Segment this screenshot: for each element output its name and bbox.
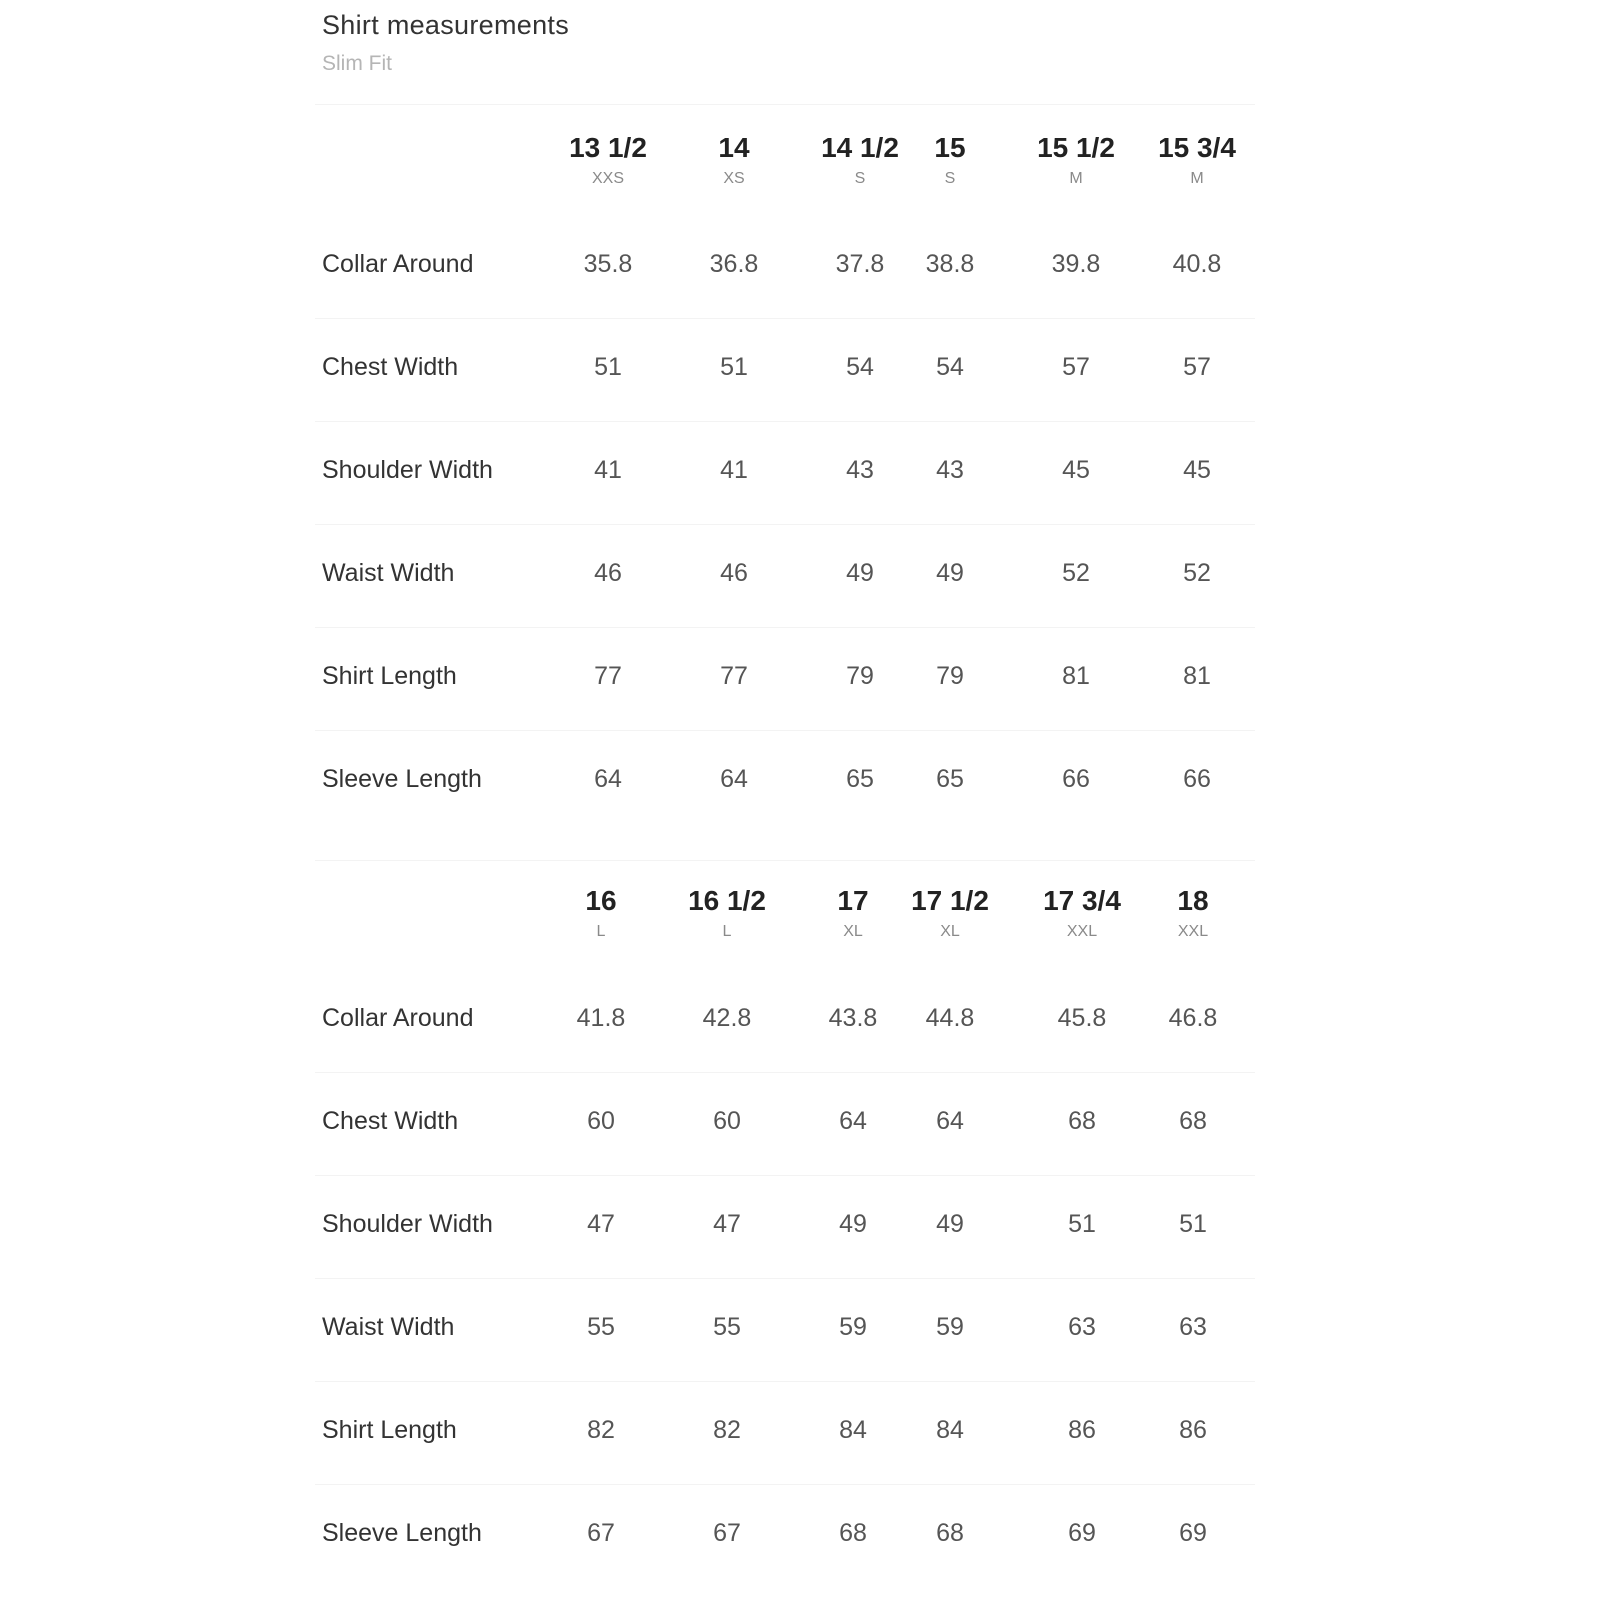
measurement-value: 69 bbox=[1179, 1519, 1207, 1547]
table-divider bbox=[315, 104, 1255, 105]
measurement-value: 52 bbox=[1183, 559, 1211, 587]
measurement-value: 59 bbox=[936, 1313, 964, 1341]
measurement-value: 51 bbox=[720, 353, 748, 381]
measurement-value: 42.8 bbox=[702, 1004, 752, 1032]
measurement-value: 43 bbox=[936, 456, 964, 484]
row-divider bbox=[315, 730, 1255, 731]
measurement-value: 43.8 bbox=[828, 1004, 878, 1032]
measurement-value: 67 bbox=[587, 1519, 615, 1547]
measurement-label: Collar Around bbox=[322, 1004, 474, 1032]
size-column-header bbox=[1137, 132, 1257, 188]
measurement-value: 84 bbox=[936, 1416, 964, 1444]
letter-size-label: M bbox=[1190, 170, 1204, 187]
size-column-header bbox=[667, 885, 787, 941]
collar-size-label: 15 3/4 bbox=[1158, 132, 1236, 163]
collar-size-label: 13 1/2 bbox=[569, 132, 647, 163]
row-divider bbox=[315, 421, 1255, 422]
collar-size-label: 17 3/4 bbox=[1043, 885, 1121, 916]
letter-size-label: XXL bbox=[1177, 923, 1209, 940]
measurement-value: 39.8 bbox=[1051, 250, 1101, 278]
measurement-value: 36.8 bbox=[709, 250, 759, 278]
measurement-value: 68 bbox=[936, 1519, 964, 1547]
letter-size-label: L bbox=[722, 923, 732, 940]
measurement-value: 66 bbox=[1062, 765, 1090, 793]
measurement-value: 41 bbox=[594, 456, 622, 484]
table-divider bbox=[315, 860, 1255, 861]
measurement-value: 49 bbox=[936, 1210, 964, 1238]
size-column-header bbox=[674, 132, 794, 188]
measurement-value: 68 bbox=[839, 1519, 867, 1547]
measurement-value: 84 bbox=[839, 1416, 867, 1444]
letter-size-label: XL bbox=[940, 923, 960, 940]
measurement-value: 64 bbox=[936, 1107, 964, 1135]
collar-size-label: 15 1/2 bbox=[1037, 132, 1115, 163]
measurement-value: 67 bbox=[713, 1519, 741, 1547]
measurement-value: 49 bbox=[839, 1210, 867, 1238]
size-column-header bbox=[890, 132, 1010, 188]
measurement-value: 82 bbox=[713, 1416, 741, 1444]
measurement-value: 68 bbox=[1068, 1107, 1096, 1135]
collar-size-label: 16 1/2 bbox=[688, 885, 766, 916]
page-title: Shirt measurements bbox=[322, 10, 569, 40]
letter-size-label: M bbox=[1069, 170, 1083, 187]
measurement-value: 57 bbox=[1183, 353, 1211, 381]
measurement-value: 65 bbox=[936, 765, 964, 793]
measurement-value: 86 bbox=[1068, 1416, 1096, 1444]
row-divider bbox=[315, 1484, 1255, 1485]
row-divider bbox=[315, 318, 1255, 319]
measurement-value: 35.8 bbox=[583, 250, 633, 278]
measurement-value: 79 bbox=[936, 662, 964, 690]
measurement-value: 63 bbox=[1068, 1313, 1096, 1341]
measurement-value: 60 bbox=[713, 1107, 741, 1135]
measurement-value: 79 bbox=[846, 662, 874, 690]
collar-size-label: 18 bbox=[1177, 885, 1209, 916]
measurement-value: 44.8 bbox=[925, 1004, 975, 1032]
measurement-label: Chest Width bbox=[322, 353, 459, 381]
measurement-value: 37.8 bbox=[835, 250, 885, 278]
measurement-value: 52 bbox=[1062, 559, 1090, 587]
measurement-label: Waist Width bbox=[322, 559, 455, 587]
size-column-header bbox=[541, 885, 661, 941]
letter-size-label: S bbox=[944, 170, 956, 187]
measurement-value: 45.8 bbox=[1057, 1004, 1107, 1032]
measurement-value: 43 bbox=[846, 456, 874, 484]
measurement-label: Collar Around bbox=[322, 250, 474, 278]
measurement-value: 86 bbox=[1179, 1416, 1207, 1444]
collar-size-label: 17 1/2 bbox=[911, 885, 989, 916]
measurement-value: 55 bbox=[713, 1313, 741, 1341]
measurement-value: 81 bbox=[1183, 662, 1211, 690]
measurement-value: 49 bbox=[936, 559, 964, 587]
size-column-header bbox=[890, 885, 1010, 941]
measurement-value: 46 bbox=[594, 559, 622, 587]
letter-size-label: XXL bbox=[1066, 923, 1098, 940]
letter-size-label: XS bbox=[723, 170, 745, 187]
measurement-value: 63 bbox=[1179, 1313, 1207, 1341]
measurement-value: 66 bbox=[1183, 765, 1211, 793]
measurement-value: 51 bbox=[594, 353, 622, 381]
measurement-value: 41.8 bbox=[576, 1004, 626, 1032]
measurement-value: 47 bbox=[587, 1210, 615, 1238]
collar-size-label: 15 bbox=[934, 132, 966, 163]
measurement-value: 41 bbox=[720, 456, 748, 484]
measurement-label: Waist Width bbox=[322, 1313, 455, 1341]
letter-size-label: S bbox=[854, 170, 866, 187]
measurement-value: 54 bbox=[846, 353, 874, 381]
letter-size-label: L bbox=[596, 923, 606, 940]
size-column-header bbox=[1016, 132, 1136, 188]
size-column-header bbox=[548, 132, 668, 188]
measurement-value: 46 bbox=[720, 559, 748, 587]
measurement-value: 69 bbox=[1068, 1519, 1096, 1547]
measurement-value: 40.8 bbox=[1172, 250, 1222, 278]
collar-size-label: 14 bbox=[718, 132, 750, 163]
measurement-value: 54 bbox=[936, 353, 964, 381]
measurement-value: 68 bbox=[1179, 1107, 1207, 1135]
measurement-label: Sleeve Length bbox=[322, 765, 482, 793]
measurement-value: 64 bbox=[720, 765, 748, 793]
row-divider bbox=[315, 1278, 1255, 1279]
row-divider bbox=[315, 627, 1255, 628]
row-divider bbox=[315, 1072, 1255, 1073]
measurement-value: 46.8 bbox=[1168, 1004, 1218, 1032]
measurement-value: 77 bbox=[720, 662, 748, 690]
size-column-header bbox=[1133, 885, 1253, 941]
measurement-value: 64 bbox=[594, 765, 622, 793]
measurement-label: Shirt Length bbox=[322, 1416, 457, 1444]
measurement-label: Sleeve Length bbox=[322, 1519, 482, 1547]
measurement-value: 65 bbox=[846, 765, 874, 793]
measurement-value: 45 bbox=[1183, 456, 1211, 484]
measurement-value: 38.8 bbox=[925, 250, 975, 278]
measurement-value: 57 bbox=[1062, 353, 1090, 381]
measurement-value: 49 bbox=[846, 559, 874, 587]
measurement-value: 51 bbox=[1179, 1210, 1207, 1238]
measurement-value: 55 bbox=[587, 1313, 615, 1341]
row-divider bbox=[315, 1381, 1255, 1382]
measurement-label: Chest Width bbox=[322, 1107, 459, 1135]
measurement-value: 82 bbox=[587, 1416, 615, 1444]
collar-size-label: 17 bbox=[837, 885, 869, 916]
measurement-value: 59 bbox=[839, 1313, 867, 1341]
measurement-label: Shoulder Width bbox=[322, 1210, 493, 1238]
measurement-value: 51 bbox=[1068, 1210, 1096, 1238]
collar-size-label: 16 bbox=[585, 885, 617, 916]
size-column-header bbox=[1022, 885, 1142, 941]
measurement-value: 64 bbox=[839, 1107, 867, 1135]
row-divider bbox=[315, 1175, 1255, 1176]
measurement-value: 45 bbox=[1062, 456, 1090, 484]
measurement-label: Shoulder Width bbox=[322, 456, 493, 484]
letter-size-label: XL bbox=[843, 923, 863, 940]
collar-size-label: 14 1/2 bbox=[821, 132, 899, 163]
measurement-label: Shirt Length bbox=[322, 662, 457, 690]
measurement-value: 77 bbox=[594, 662, 622, 690]
letter-size-label: XXS bbox=[591, 170, 624, 187]
measurement-value: 60 bbox=[587, 1107, 615, 1135]
row-divider bbox=[315, 524, 1255, 525]
page-subtitle: Slim Fit bbox=[322, 52, 392, 75]
measurement-value: 81 bbox=[1062, 662, 1090, 690]
measurement-value: 47 bbox=[713, 1210, 741, 1238]
